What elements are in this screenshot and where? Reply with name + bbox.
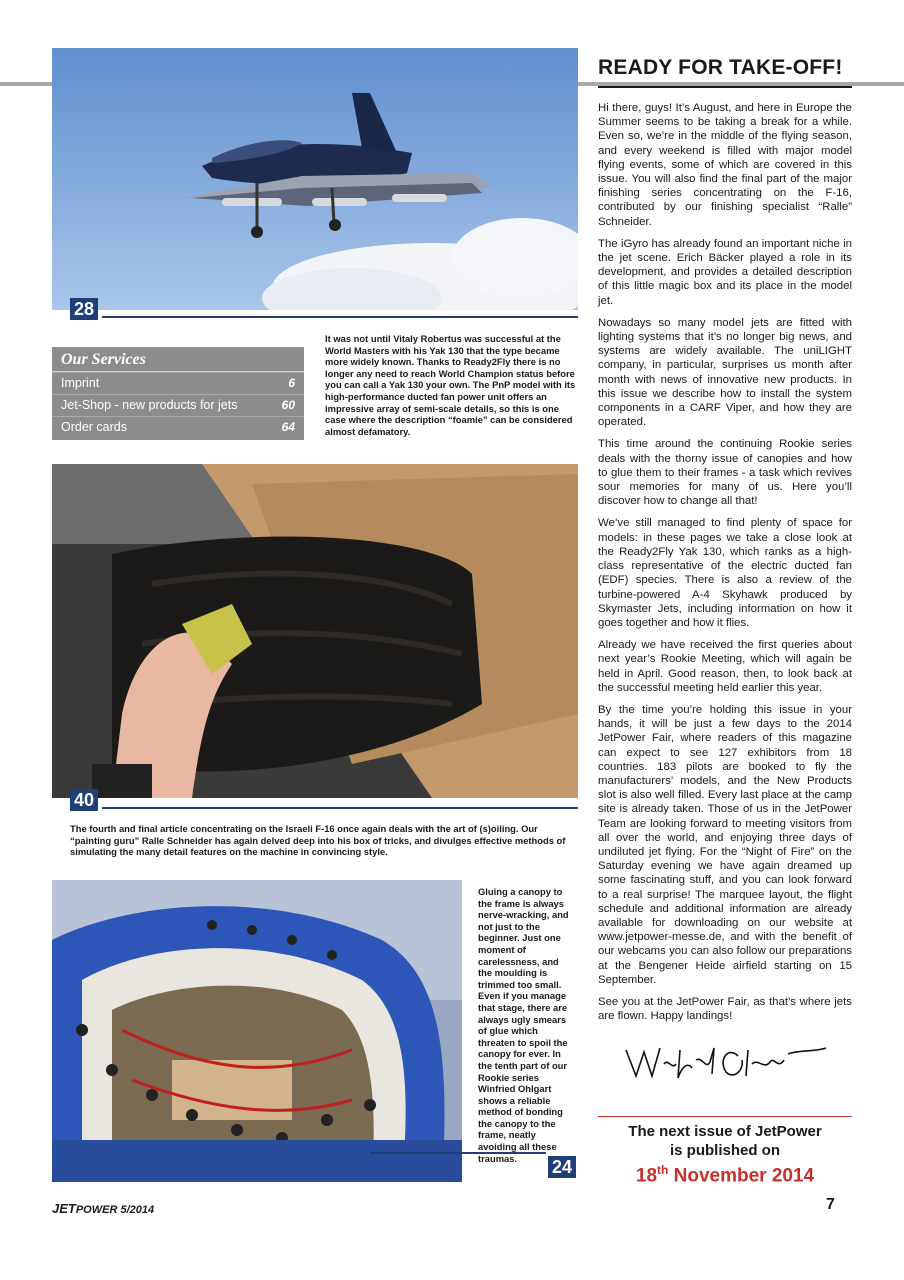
body-paragraph: Already we have received the first queries about next year’s Rookie Meeting, which will again be held in April. Good reason, then, to look back at the successful meeting held earlier this year. — [598, 639, 852, 694]
body-paragraph: This time around the continuing Rookie series deals with the thorny issue of canopies and how to glue them to their frames - a task which revives sour memories for many of us. Here you’ll discover how to change all that! — [598, 438, 852, 508]
signature — [618, 1030, 838, 1090]
canopy-caption: Gluing a canopy to the frame is always nerve-wracking, and not just to the beginner. Just one moment of carelessness, and the moulding is trimmed too small. Even if you manage that stage, there are always ugly smears of glue which threaten to spoil the canopy for ever. In the tenth part of our Rookie series Winfried Ohlgart shows a reliable method of bonding the canopy to the frame, neatly avoiding all these traumas. — [478, 886, 569, 1164]
body-paragraph: We’ve still managed to find plenty of space for models: in these pages we take a close look at the Ready2Fly Yak 130, which ranks as a high-class representative of the electric ducted fan (EDF) species. There is also a review of the turbine-powered A-4 Skyhawk produced by Skymaster Jets, including information on how it goes together and how it flies. — [598, 517, 852, 629]
footer-logo — [52, 1201, 154, 1216]
f16-page-badge[interactable]: 40 — [70, 789, 98, 811]
editorial-body — [598, 101, 852, 1031]
canopy-photo — [52, 880, 462, 1182]
f16-photo — [52, 464, 578, 798]
page-title: READY FOR TAKE-OFF! — [598, 56, 843, 79]
body-paragraph: The iGyro has already found an important niche in the jet scene. Erich Bäcker played a role in its development, and provides a detailed description of this little magic box and its place in the model jet. — [598, 237, 852, 307]
next-issue-rule — [598, 1116, 852, 1117]
yak-photo — [52, 48, 578, 310]
next-issue-line2: is published on — [669, 1142, 780, 1159]
canopy-page-badge[interactable]: 24 — [548, 1156, 576, 1178]
next-issue-day: 18 — [635, 1165, 658, 1187]
services-item-imprint[interactable] — [52, 372, 304, 395]
services-title: Our Services — [61, 351, 146, 368]
top-rule-left — [0, 82, 52, 86]
services-item-label: Jet-Shop - new products for jets — [61, 398, 238, 412]
services-box — [52, 347, 304, 440]
next-issue-month-year: November 2014 — [673, 1165, 815, 1187]
title-rule — [598, 86, 852, 88]
services-item-order-cards[interactable] — [52, 416, 304, 439]
services-item-label: Imprint — [61, 376, 100, 390]
services-item-jet-shop[interactable] — [52, 394, 304, 417]
services-item-page: 64 — [281, 420, 295, 434]
next-issue-announcement — [598, 1122, 852, 1160]
body-paragraph: By the time you’re holding this issue in your hands, it will be just a few days to the 2014 JetPower Fair, where readers of this magazine can expect to see 127 exhibitors from 18 countries. 183 pilots are booked to fly the manufacturers’ models, and the New Products slot is also well filled. Every last place at the camp site is already taken. Those of us in the JetPower Team are looking forward to meeting visitors from all over the world, and enjoying three days of undiluted jet flying. For the “Night of Fire” on the Saturday evening we have again dreamed up some fascinating stuff, and you can look forward to a real surprise! The marquee layout, the flight schedule and additional information are already available for downloading on our website at www.jetpower-messe.de, and with the benefit of our webcams you can also follow our preparations at the Bengener Heide airfield starting on 15 September. — [598, 703, 852, 986]
footer-page-number: 7 — [826, 1196, 835, 1213]
body-paragraph: Hi there, guys! It’s August, and here in Europe the Summer seems to be taking a break for a while. Even so, we’re in the middle of the flying season, and every weekend is filled with major model flying events, some of which are covered in this issue. You will also find the final part of the major finishing series concentrating on the F-16, contributed by our finishing specialist “Ralle” Schneider. — [598, 102, 852, 228]
yak-page-badge[interactable]: 28 — [70, 298, 98, 320]
footer-logo-jet: JET — [52, 1201, 76, 1216]
body-paragraph: See you at the JetPower Fair, as that’s where jets are flown. Happy landings! — [598, 995, 852, 1023]
yak-badge-line — [102, 316, 578, 318]
services-item-page: 6 — [288, 376, 295, 390]
body-paragraph: Nowadays so many model jets are fitted with lighting systems that it’s no longer big news, and systems are widely available. The uniLIGHT company, in particular, surprises us month after month with news of innovative new products. In this issue we describe how to install the system components in a CARF Viper, and how they are operated. — [598, 316, 852, 429]
footer-logo-rest: POWER 5/2014 — [75, 1204, 155, 1216]
next-issue-date — [598, 1163, 852, 1187]
f16-badge-line — [102, 807, 578, 809]
f16-caption: The fourth and final article concentrating on the Israeli F-16 once again deals with the art of (s)oiling. Our “painting guru” Ralle Schneider has again delved deep into his box of tricks, and divulges effective methods of simulating the many detail features on the machine in convincing style. — [70, 823, 566, 858]
next-issue-line1: The next issue of JetPower — [628, 1123, 822, 1140]
next-issue-day-suffix: th — [657, 1163, 669, 1177]
yak-caption: It was not until Vitaly Robertus was successful at the World Masters with his Yak 130 that the type became more widely known. Thanks to Ready2Fly there is no longer any need to reach World Champion status before you can call a Yak 130 your own. The PnP model with its high-performance ducted fan power unit offers an impressive array of semi-scale details, so this is one case where the description “foamie” can be considered almost defamatory. — [325, 333, 576, 437]
services-item-page: 60 — [281, 398, 295, 412]
services-item-label: Order cards — [61, 420, 127, 434]
